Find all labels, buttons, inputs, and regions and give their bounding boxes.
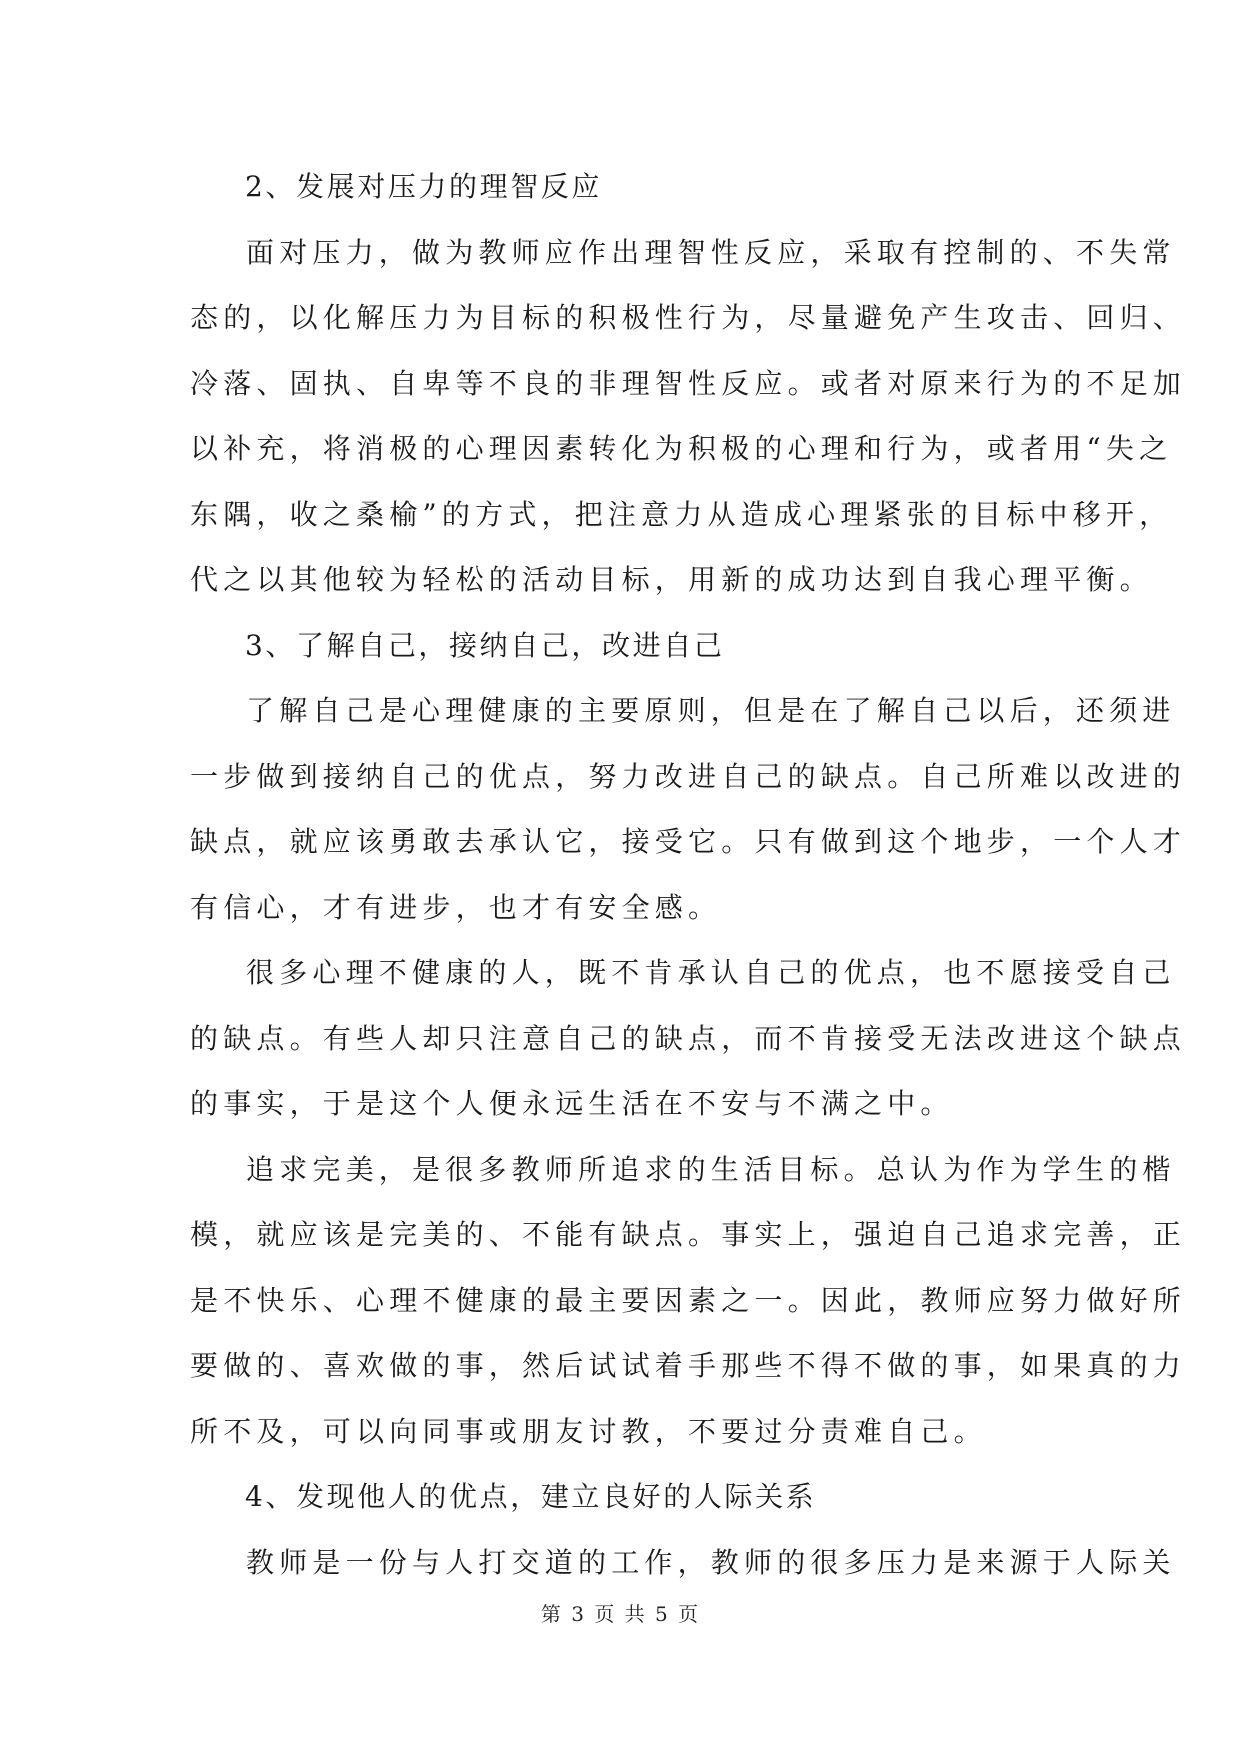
section-heading: 3、了解自己，接纳自己，改进自己 — [245, 628, 725, 662]
paragraph-line: 面对压力，做为教师应作出理智性反应，采取有控制的、不失常 — [246, 235, 1176, 269]
paragraph-line: 的事实，于是这个人便永远生活在不安与不满之中。 — [190, 1087, 954, 1120]
paragraph-line: 的缺点。有些人却只注意自己的缺点，而不肯接受无法改进这个缺点 — [190, 1021, 1187, 1055]
paragraph-line: 冷落、固执、自卑等不良的非理智性反应。或者对原来行为的不足加 — [190, 366, 1187, 400]
paragraph-line: 所不及，可以向同事或朋友讨教，不要过分责难自己。 — [190, 1414, 987, 1448]
paragraph-line: 很多心理不健康的人，既不肯承认自己的优点，也不愿接受自己 — [246, 956, 1176, 989]
paragraph-line: 是不快乐、心理不健康的最主要因素之一。因此，教师应努力做好所 — [190, 1283, 1187, 1317]
paragraph-line: 了解自己是心理健康的主要原则，但是在了解自己以后，还须进 — [246, 694, 1176, 727]
paragraph-line: 东隅，收之桑榆”的方式，把注意力从造成心理紧张的目标中移开， — [190, 497, 1173, 531]
paragraph-line: 有信心，才有进步，也才有安全感。 — [190, 890, 722, 924]
paragraph-line: 一步做到接纳自己的优点，努力改进自己的缺点。自己所难以改进的 — [190, 759, 1187, 793]
body-text — [190, 154, 1187, 1595]
section-heading: 4、发现他人的优点，建立良好的人际关系 — [245, 1480, 817, 1513]
paragraph-line: 教师是一份与人打交道的工作，教师的很多压力是来源于人际关 — [246, 1545, 1176, 1579]
paragraph-line: 追求完美，是很多教师所追求的生活目标。总认为作为学生的楷 — [246, 1152, 1176, 1186]
page-footer: 第 3 页 共 5 页 — [540, 1602, 701, 1626]
section-heading: 2、发展对压力的理智反应 — [245, 170, 603, 203]
paragraph-line: 缺点，就应该勇敢去承认它，接受它。只有做到这个地步，一个人才 — [190, 825, 1187, 858]
paragraph-line: 要做的、喜欢做的事，然后试试着手那些不得不做的事，如果真的力 — [190, 1349, 1187, 1382]
paragraph-line: 以补充，将消极的心理因素转化为积极的心理和行为，或者用“失之 — [190, 432, 1173, 465]
paragraph-line: 态的，以化解压力为目标的积极性行为，尽量避免产生攻击、回归、 — [190, 301, 1187, 334]
paragraph-line: 模，就应该是完美的、不能有缺点。事实上，强迫自己追求完善，正 — [190, 1218, 1187, 1251]
paragraph-line: 代之以其他较为轻松的活动目标，用新的成功达到自我心理平衡。 — [190, 563, 1153, 596]
